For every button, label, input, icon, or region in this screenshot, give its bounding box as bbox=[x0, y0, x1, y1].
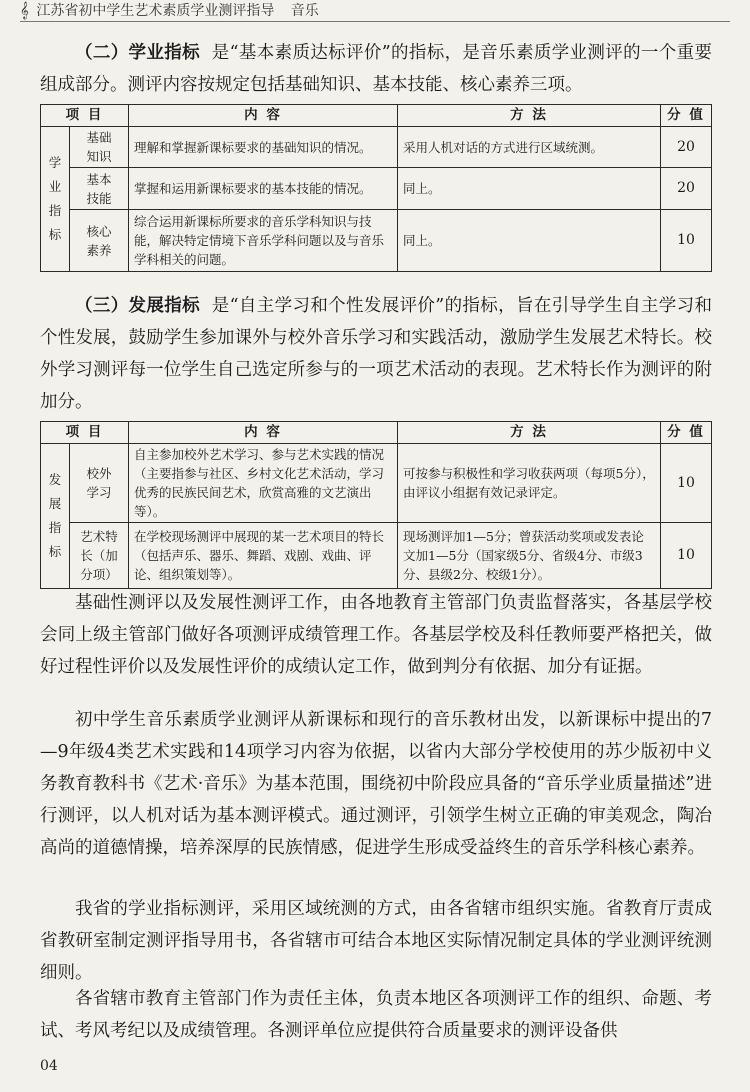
col-header-item: 项 目 bbox=[41, 422, 129, 444]
content-cell: 掌握和运用新课标要求的基本技能的情况。 bbox=[129, 168, 398, 210]
content-cell: 自主参加校外艺术学习、参与艺术实践的情况（主要指参与社区、乡村文化艺术活动，学习优秀的民族民间艺术，欣赏高雅的文艺演出等）。 bbox=[129, 444, 398, 523]
body-paragraph: 各省辖市教育主管部门作为责任主体，负责本地区各项测评工作的组织、命题、考试、考风考纪以及成绩管理。各测评单位应提供符合质量要求的测评设备供 bbox=[40, 989, 712, 1041]
book-title: 江苏省初中学生艺术素质学业测评指导 bbox=[36, 3, 275, 19]
table-row bbox=[41, 168, 712, 210]
table-header-row bbox=[41, 422, 712, 444]
method-cell: 可按参与积极性和学习收获两项（每项5分），由评议小组据有效记录评定。 bbox=[398, 444, 661, 523]
content-cell: 在学校现场测评中展现的某一艺术项目的特长（包括声乐、器乐、舞蹈、戏剧、戏曲、评论、组织策划等）。 bbox=[129, 523, 398, 589]
table-header-row bbox=[41, 105, 712, 127]
body-paragraph: 我省的学业指标测评，采用区域统测的方式，由各省辖市组织实施。省教育厅责成省教研室制定测评指导用书，各省辖市可结合本地区实际情况制定具体的学业测评统测细则。 bbox=[40, 899, 712, 983]
body-paragraph: 初中学生音乐素质学业测评从新课标和现行的音乐教材出发，以新课标中提出的7—9年级4类艺术实践和14项学习内容为依据，以省内大部分学校使用的苏少版初中义务教育教科书《艺术·音乐》为基本范围，围绕初中阶段应具备的“音乐学业质量描述”进行测评，以人机对话为基本测评模式。通过测评，引领学生树立正确的审美观念，陶冶高尚的道德情操，培养深厚的民族情感，促进学生形成受益终生的音乐学科核心素养。 bbox=[40, 710, 712, 858]
section2-paragraph bbox=[40, 37, 712, 101]
section2-heading: （二）学业指标 bbox=[75, 43, 200, 63]
method-cell: 同上。 bbox=[398, 168, 661, 210]
col-header-score: 分 值 bbox=[661, 422, 712, 444]
col-header-score: 分 值 bbox=[661, 105, 712, 127]
table-row bbox=[41, 127, 712, 168]
table-row bbox=[41, 210, 712, 272]
item-cell: 核心 素养 bbox=[70, 210, 129, 272]
score-cell: 20 bbox=[661, 168, 712, 210]
col-header-content: 内 容 bbox=[129, 422, 398, 444]
header-rule bbox=[20, 21, 730, 22]
treble-clef-icon: 𝄞 bbox=[20, 1, 29, 19]
item-cell: 艺术特 长（加 分项） bbox=[70, 523, 129, 589]
subject-label: 音乐 bbox=[290, 3, 319, 19]
score-cell: 10 bbox=[661, 523, 712, 589]
col-header-method: 方 法 bbox=[398, 105, 661, 127]
item-cell: 校外 学习 bbox=[70, 444, 129, 523]
table-row bbox=[41, 523, 712, 589]
content-cell: 理解和掌握新课标要求的基础知识的情况。 bbox=[129, 127, 398, 168]
section3-paragraph bbox=[40, 290, 712, 418]
score-cell: 10 bbox=[661, 210, 712, 272]
col-header-item: 项 目 bbox=[41, 105, 129, 127]
academic-indicator-table bbox=[40, 104, 712, 272]
body-paragraph: 基础性测评以及发展性测评工作，由各地教育主管部门负责监督落实，各基层学校会同上级主管部门做好各项测评成绩管理工作。各基层学校及科任教师要严格把关，做好过程性评价以及发展性评价的成绩认定工作，做到判分有依据、加分有证据。 bbox=[40, 593, 712, 677]
running-header bbox=[20, 0, 319, 22]
table-row bbox=[41, 444, 712, 523]
col-header-method: 方 法 bbox=[398, 422, 661, 444]
col-header-content: 内 容 bbox=[129, 105, 398, 127]
section3-heading: （三）发展指标 bbox=[75, 296, 200, 316]
section3-text: 是“自主学习和个性发展评价”的指标，旨在引导学生自主学习和个性发展，鼓励学生参加课外与校外音乐学习和实践活动，激励学生发展艺术特长。校外学习测评每一位学生自己选定所参与的一项艺术活动的表现。艺术特长作为测评的附加分。 bbox=[40, 296, 712, 412]
page-number: 04 bbox=[40, 1058, 58, 1074]
score-cell: 10 bbox=[661, 444, 712, 523]
method-cell: 同上。 bbox=[398, 210, 661, 272]
development-indicator-table bbox=[40, 421, 712, 589]
method-cell: 采用人机对话的方式进行区域统测。 bbox=[398, 127, 661, 168]
content-cell: 综合运用新课标所要求的音乐学科知识与技能，解决特定情境下音乐学科问题以及与音乐学科相关的问题。 bbox=[129, 210, 398, 272]
score-cell: 20 bbox=[661, 127, 712, 168]
section2-text: 是“基本素质达标评价”的指标，是音乐素质学业测评的一个重要组成部分。测评内容按规定包括基础知识、基本技能、核心素养三项。 bbox=[40, 43, 712, 95]
category-cell: 学 业 指 标 bbox=[41, 127, 70, 272]
category-cell: 发 展 指 标 bbox=[41, 444, 70, 589]
method-cell: 现场测评加1—5分；曾获活动奖项或发表论文加1—5分（国家级5分、省级4分、市级3分、县级2分、校级1分）。 bbox=[398, 523, 661, 589]
item-cell: 基本 技能 bbox=[70, 168, 129, 210]
item-cell: 基础 知识 bbox=[70, 127, 129, 168]
